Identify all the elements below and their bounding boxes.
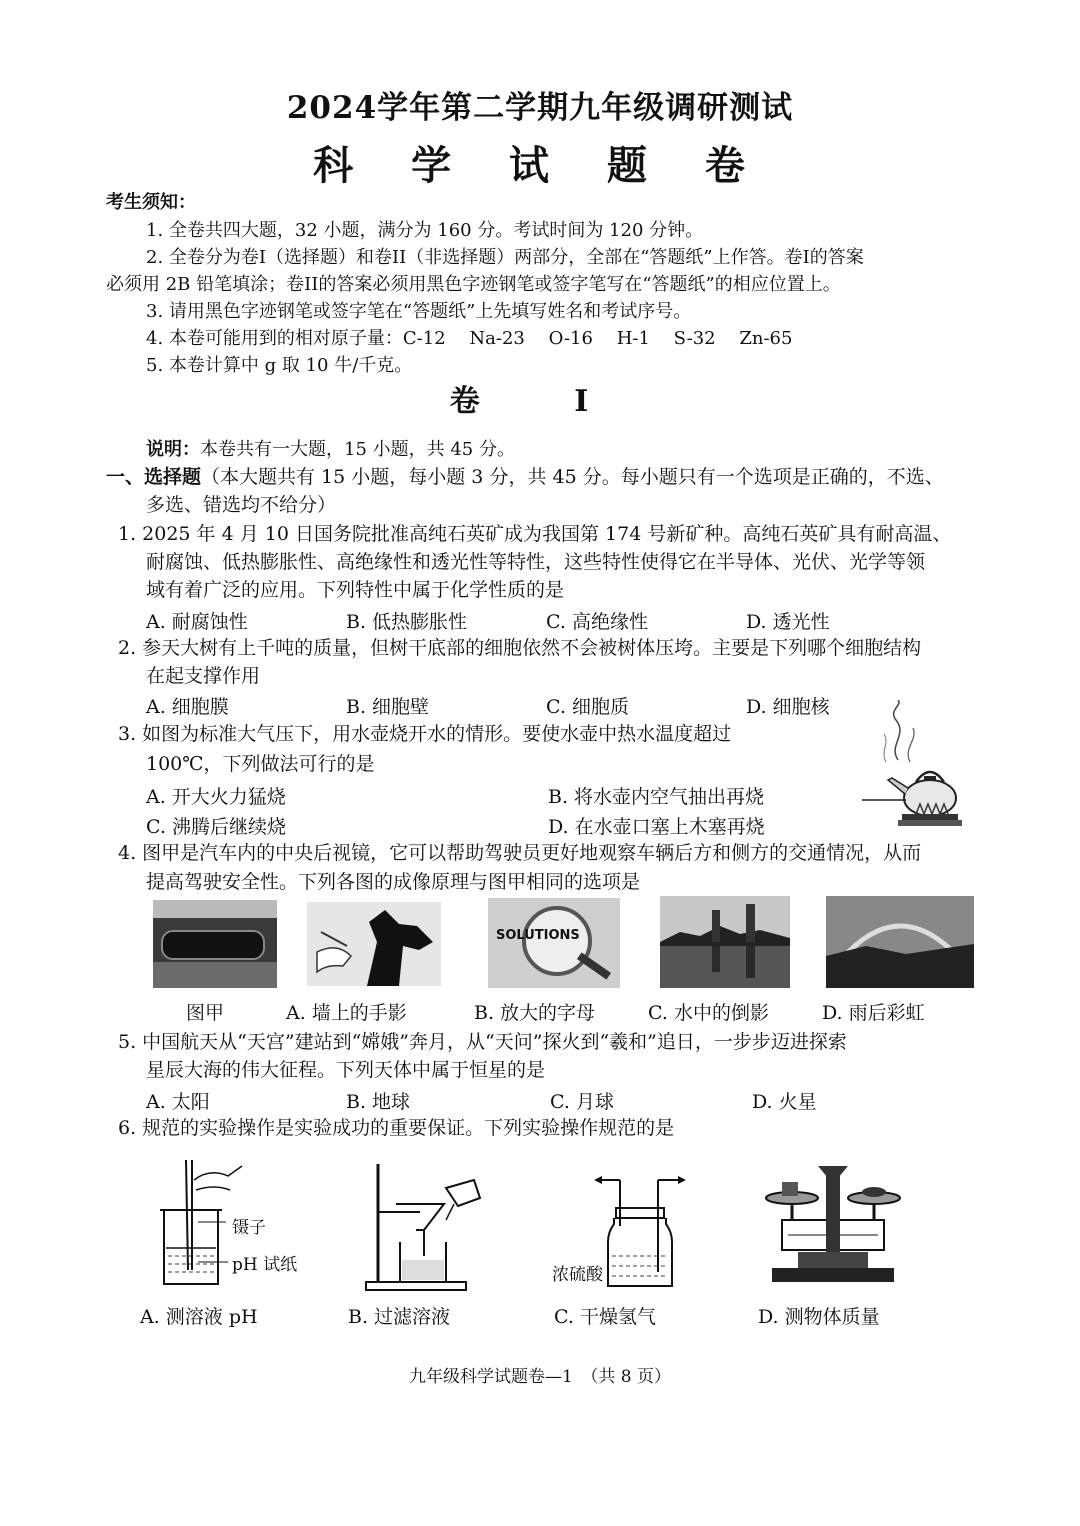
q4-caption-a: A. 墙上的手影 xyxy=(286,1002,407,1024)
q1-line-1: 1. 2025 年 4 月 10 日国务院批准高纯石英矿成为我国第 174 号新矿种。高纯石英矿具有耐高温、 xyxy=(118,523,952,545)
notice-heading: 考生须知： xyxy=(106,192,196,213)
part-label: 一、选择题 xyxy=(106,466,202,488)
page-footer: 九年级科学试题卷—1 （共 8 页） xyxy=(409,1367,671,1387)
q2-option-c: C. 细胞质 xyxy=(546,696,629,718)
section-note-text: 本卷共有一大题，15 小题，共 45 分。 xyxy=(200,439,515,460)
magnifier-photo xyxy=(488,898,620,988)
q3-option-d: D. 在水壶口塞上木塞再烧 xyxy=(548,816,765,838)
rearview-mirror-photo xyxy=(153,900,277,988)
tweezers-label: 镊子 xyxy=(232,1218,266,1238)
q4-line-1: 4. 图甲是汽车内的中央后视镜，它可以帮助驾驶员更好地观察车辆后方和侧方的交通情况，从而 xyxy=(118,842,922,864)
q4-caption-d: D. 雨后彩虹 xyxy=(822,1002,925,1024)
notice-item-3: 3. 请用黑色字迹钢笔或签字笔在“答题纸”上先填写姓名和考试序号。 xyxy=(146,301,692,322)
q2-line-2: 在起支撑作用 xyxy=(146,665,261,687)
q3-option-b: B. 将水壶内空气抽出再烧 xyxy=(548,786,765,808)
q6-option-b: B. 过滤溶液 xyxy=(348,1306,451,1328)
exam-subtitle: 科 学 试 题 卷 xyxy=(313,142,767,189)
q1-option-c: C. 高绝缘性 xyxy=(546,611,648,633)
notice-item-5: 5. 本卷计算中 g 取 10 牛/千克。 xyxy=(146,355,413,376)
notice-item-2-cont: 必须用 2B 铅笔填涂；卷II的答案必须用黑色字迹钢笔或签字笔写在“答题纸”的相应位置上。 xyxy=(106,274,841,295)
part-text-2: 多选、错选均不给分） xyxy=(146,494,337,516)
water-reflection-photo xyxy=(660,896,790,988)
q6-line-1: 6. 规范的实验操作是实验成功的重要保证。下列实验操作规范的是 xyxy=(118,1117,675,1139)
solutions-text: SOLUTIONS xyxy=(496,928,580,943)
q6-option-d: D. 测物体质量 xyxy=(758,1306,880,1328)
section-title: 卷 I xyxy=(449,384,631,419)
balance-figure xyxy=(758,1160,908,1288)
part-heading xyxy=(106,463,944,491)
q2-option-a: A. 细胞膜 xyxy=(146,696,229,718)
q5-line-1: 5. 中国航天从“天宫”建站到“嫦娥”奔月，从“天问”探火到“羲和”追日，一步步迈进探索 xyxy=(118,1031,847,1053)
q1-option-a: A. 耐腐蚀性 xyxy=(146,611,248,633)
section-note xyxy=(146,437,515,463)
ph-paper-label: pH 试纸 xyxy=(232,1255,298,1275)
q5-line-2: 星辰大海的伟大征程。下列天体中属于恒星的是 xyxy=(146,1059,546,1081)
q4-caption-c: C. 水中的倒影 xyxy=(648,1002,769,1024)
q6-option-a: A. 测溶液 pH xyxy=(140,1306,258,1328)
exam-title: 2024学年第二学期九年级调研测试 xyxy=(286,90,794,126)
rainbow-photo xyxy=(826,896,974,988)
q3-line-2: 100℃，下列做法可行的是 xyxy=(146,753,375,775)
acid-label: 浓硫酸 xyxy=(552,1265,603,1285)
q4-caption-b: B. 放大的字母 xyxy=(474,1002,596,1024)
q1-option-d: D. 透光性 xyxy=(746,611,830,633)
kettle-figure xyxy=(858,700,974,830)
q1-line-3: 域有着广泛的应用。下列特性中属于化学性质的是 xyxy=(146,579,565,601)
q5-option-b: B. 地球 xyxy=(346,1091,411,1113)
q5-option-d: D. 火星 xyxy=(752,1091,817,1113)
q3-option-a: A. 开大火力猛烧 xyxy=(146,786,286,808)
hand-shadow-photo xyxy=(307,902,441,986)
section-note-label: 说明： xyxy=(146,439,200,460)
notice-item-2: 2. 全卷分为卷I（选择题）和卷II（非选择题）两部分，全部在“答题纸”上作答。卷I的答案 xyxy=(146,247,864,268)
q4-caption-jia: 图甲 xyxy=(186,1002,225,1024)
q5-option-a: A. 太阳 xyxy=(146,1091,210,1113)
q1-line-2: 耐腐蚀、低热膨胀性、高绝缘性和透光性等特性，这些特性使得它在半导体、光伏、光学等领 xyxy=(146,551,926,573)
q6-option-c: C. 干燥氢气 xyxy=(554,1306,656,1328)
q5-option-c: C. 月球 xyxy=(550,1091,614,1113)
q1-option-b: B. 低热膨胀性 xyxy=(346,611,468,633)
q2-line-1: 2. 参天大树有上千吨的质量，但树干底部的细胞依然不会被树体压垮。主要是下列哪个细胞结构 xyxy=(118,637,922,659)
notice-item-1: 1. 全卷共四大题，32 小题，满分为 160 分。考试时间为 120 分钟。 xyxy=(146,220,704,241)
q2-option-d: D. 细胞核 xyxy=(746,696,830,718)
notice-item-4: 4. 本卷可能用到的相对原子量：C-12 Na-23 O-16 H-1 S-32 Zn-65 xyxy=(146,328,793,349)
part-text: （本大题共有 15 小题，每小题 3 分，共 45 分。每小题只有一个选项是正确的，不选、 xyxy=(201,466,944,488)
q3-option-c: C. 沸腾后继续烧 xyxy=(146,816,286,838)
filtration-figure xyxy=(362,1160,492,1292)
q2-option-b: B. 细胞壁 xyxy=(346,696,430,718)
q4-line-2: 提高驾驶安全性。下列各图的成像原理与图甲相同的选项是 xyxy=(146,871,641,893)
q3-line-1: 3. 如图为标准大气压下，用水壶烧开水的情形。要使水壶中热水温度超过 xyxy=(118,723,732,745)
